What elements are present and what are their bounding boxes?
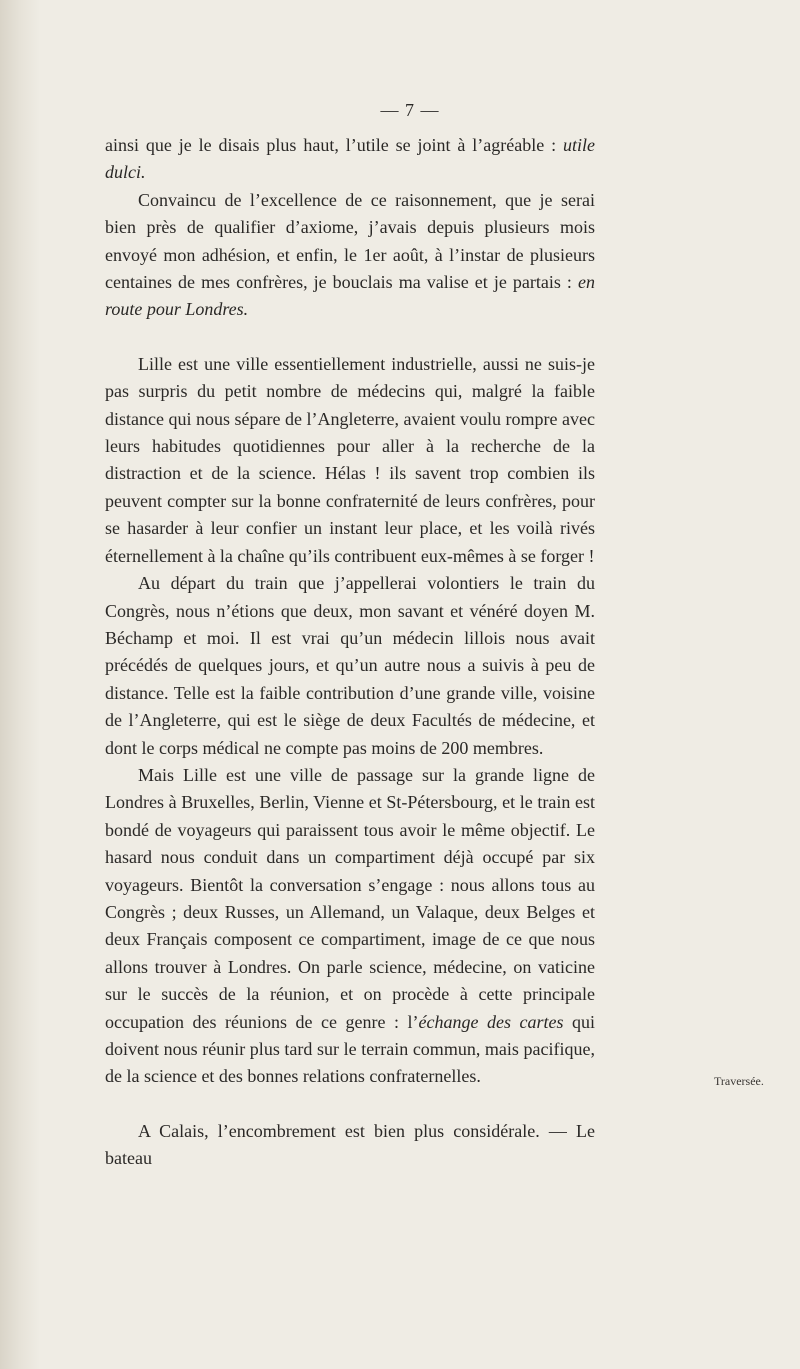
paragraph-5-italic: échange des cartes xyxy=(418,1011,564,1032)
paragraph-2 xyxy=(105,187,595,324)
paragraph-4: Au départ du train que j’appellerai volontiers le train du Congrès, nous n’étions que deux, mon savant et vénéré doyen M. Béchamp et moi. Il est vrai qu’un médecin lillois nous avait précédés de quelques jours, et qu’un autre nous a suivis à peu de distance. Telle est la faible contribution d’une grande ville, voisine de l’Angleterre, qui est le siège de deux Facultés de médecine, et dont le corps médical ne compte pas moins de 200 membres. xyxy=(105,573,595,758)
paragraph-3: Lille est une ville essentiellement industrielle, aussi ne suis-je pas surpris du petit nombre de médecins qui, malgré la faible distance qui nous sépare de l’Angleterre, avaient voulu rompre avec leurs habitudes quotidiennes pour aller à la recherche de la distraction et de la science. Hélas ! ils savent trop combien ils peuvent compter sur la bonne confraternité de leurs confrères, pour se hasarder à leur confier un instant leur place, et les voilà rivés éternellement à la chaîne qu’ils contribuent eux-mêmes à se forger ! xyxy=(105,353,595,566)
paragraph-1-italic: utile dulci. xyxy=(105,135,595,183)
paragraph-6: A Calais, l’encombrement est bien plus considérale. — Le bateau xyxy=(105,1120,595,1169)
paragraph-1 xyxy=(105,132,595,187)
paragraph-5-text-end: qui doivent nous réunir plus tard sur le terrain commun, mais pacifique, de la science et des bonnes relations confraternelles. xyxy=(105,1011,595,1087)
paragraph-2-italic: en route pour Londres. xyxy=(105,272,595,320)
margin-note: Traversée. xyxy=(714,1074,764,1088)
page-number: — 7 — xyxy=(380,100,440,120)
paragraph-1-text: ainsi que je le disais plus haut, l’utile se joint à l’agréable : xyxy=(105,135,563,155)
paragraph-5-text: Mais Lille est une ville de passage sur la grande ligne de Londres à Bruxelles, Berlin, Vienne et St-Pétersbourg, et le train est bondé de voyageurs qui paraissent tous avoir le même objectif. Le hasard nous conduit dans un compartiment déjà occupé par six voyageurs. Bientôt la conversation s’engage : nous allons tous au Congrès ; deux Russes, un Allemand, un Valaque, deux Belges et deux Français composent ce compartiment, image de ce que nous allons trouver à Londres. On parle science, médecine, on vaticine sur le succès de la réunion, et on procède à cette principale occupation des réunions de ce genre : l’ xyxy=(105,764,595,1032)
body-text xyxy=(105,132,595,1173)
paragraph-2-text: Convaincu de l’excellence de ce raisonnement, que je serai bien près de qualifier d’axiome, j’avais depuis plusieurs mois envoyé mon adhésion, et enfin, le 1er août, à l’instar de plusieurs centaines de mes confrères, je bouclais ma valise et je partais : xyxy=(105,189,595,293)
paragraph-5 xyxy=(105,762,595,1091)
page-edge-shadow xyxy=(0,0,40,1369)
